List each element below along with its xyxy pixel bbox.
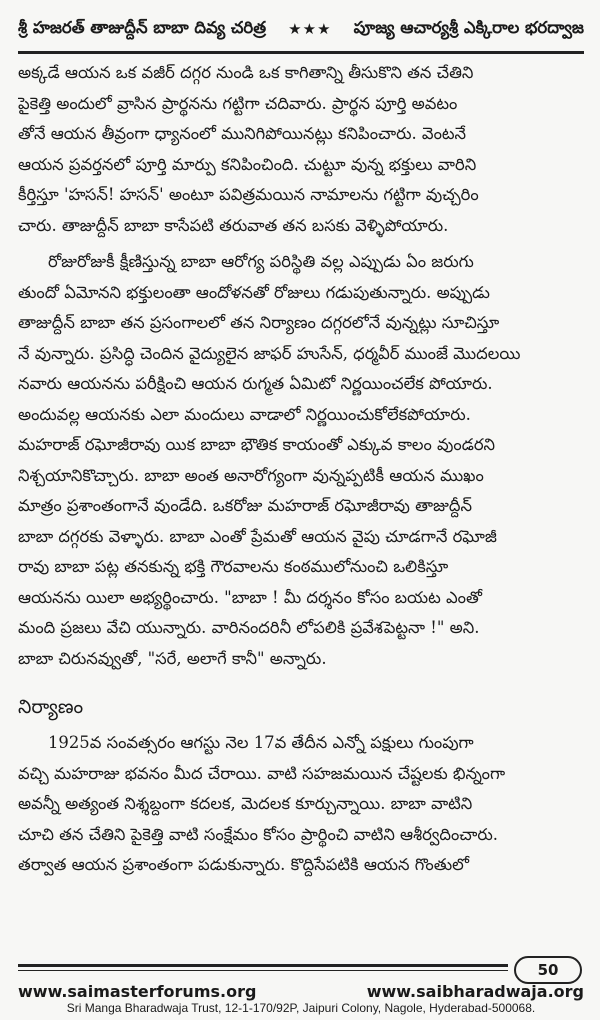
text-line: తర్వాత ఆయన ప్రశాంతంగా పడుకున్నారు. కొద్దిసేపటికి ఆయన గొంతులో bbox=[18, 855, 470, 874]
text-line: 1925వ సంవత్సరం ఆగస్టు నెల 17వ తేదీన ఎన్నో పక్షులు గుంపుగా bbox=[48, 733, 474, 752]
text-line: కీర్తిస్తూ 'హసన్! హసన్' అంటూ పవిత్రమయిన నామాలను గట్టిగా వుచ్చరిం bbox=[18, 185, 479, 204]
paragraph bbox=[18, 247, 588, 674]
trust-address: Sri Manga Bharadwaja Trust, 12-1-170/92P, Jaipuri Colony, Nagole, Hyderabad-500068. bbox=[66, 1001, 536, 1015]
paragraphs bbox=[18, 58, 588, 674]
text-line: ఆయనను యిలా అభ్యర్థించారు. "బాబా ! మీ దర్శనం కోసం బయట ఎంతో bbox=[18, 587, 482, 607]
text-line: అవన్నీ అత్యంత నిశ్శబ్దంగా కదలక, మెదలక కూర్చున్నాయి. బాబా వాటిని bbox=[18, 794, 473, 813]
text-line: వచ్చి మహరాజు భవనం మీద చేరాయి. వాటి సహజమయిన చేష్టలకు భిన్నంగా bbox=[18, 763, 506, 783]
text-line: నే వున్నారు. ప్రసిద్ధి చెందిన వైద్యులైన జాఫర్ హుసేన్, ధర్మవీర్ ముంజే మొదలయి bbox=[18, 343, 521, 363]
link-saimasterforums[interactable]: www.saimasterforums.org bbox=[18, 982, 257, 1001]
text-line: తాజుద్దీన్ బాబా తన ప్రసంగాలలో తన నిర్యాణం దగ్గరలోనే వున్నట్లు సూచిస్తూ bbox=[18, 313, 500, 332]
text-line: చూచి తన చేతిని పైకెత్తి వాటి సంక్షేమం కోసం ప్రార్థించి వాటిని ఆశీర్వదించారు. bbox=[18, 824, 498, 844]
running-header bbox=[18, 10, 584, 48]
text-line: మహరాజ్ రఘోజీరావు యిక బాబా భౌతిక కాయంతో ఎక్కువ కాలం వుండరని bbox=[18, 435, 496, 454]
header-rule bbox=[18, 51, 584, 54]
text-line: చారు. తాజుద్దీన్ బాబా కాసేపటి తరువాత తన బసకు వెళ్ళిపోయారు. bbox=[18, 215, 449, 235]
text-line: అందువల్ల ఆయనకు ఎలా మందులు వాడాలో నిర్ణయించుకోలేకపోయారు. bbox=[18, 404, 471, 424]
text-line: పైకెత్తి అందులో వ్రాసిన ప్రార్థనను గట్టిగా చదివారు. ప్రార్థన పూర్తి అవటం bbox=[18, 93, 458, 113]
text-line: బాబా చిరునవ్వుతో, "సరే, అలాగే కానీ" అన్నారు. bbox=[18, 648, 327, 668]
author-name: పూజ్య ఆచార్యశ్రీ ఎక్కిరాల భరద్వాజ bbox=[353, 17, 584, 37]
page-number: 50 bbox=[514, 956, 582, 984]
footer-rule-thin bbox=[18, 970, 508, 971]
text-line: బాబా దగ్గరకు వెళ్ళారు. బాబా ఎంతో ప్రేమతో ఆయన వైపు చూడగానే రఘోజీ bbox=[18, 526, 497, 546]
section-paragraph bbox=[18, 728, 588, 881]
text-line: రోజురోజుకీ క్షీణిస్తున్న బాబా ఆరోగ్య పరిస్థితి వల్ల ఎప్పుడు ఏం జరుగు bbox=[48, 252, 474, 271]
text-line: మాత్రం ప్రశాంతంగానే వుండేది. ఒకరోజు మహరాజ్ రఘోజీరావు తాజుద్దీన్ bbox=[18, 496, 472, 515]
footer-links bbox=[18, 982, 584, 1001]
text-line: అక్కడే ఆయన ఒక వజీర్ దగ్గర నుండి ఒక కాగితాన్ని తీసుకొని తన చేతిని bbox=[18, 63, 474, 82]
text-line: తుందో ఏమోనని భక్తులంతా ఆందోళనతో రోజులు గడుపుతున్నారు. అప్పుడు bbox=[18, 282, 490, 302]
footer-rule bbox=[18, 964, 508, 967]
text-line: మంది ప్రజలు వేచి యున్నారు. వారినందరినీ లోపలికి ప్రవేశపెట్టనా !" అని. bbox=[18, 618, 480, 637]
section-heading: నిర్యాణం bbox=[18, 696, 84, 718]
paragraph bbox=[18, 58, 588, 241]
text-line: నవారు ఆయనను పరీక్షించి ఆయన రుగ్మత ఏమిటో నిర్ణయించలేక పోయారు. bbox=[18, 374, 493, 393]
book-title: శ్రీ హజరత్ తాజుద్దీన్ బాబా దివ్య చరిత్ర bbox=[18, 17, 267, 37]
text-line: నిశ్చయానికొచ్చారు. బాబా అంత అనారోగ్యంగా వున్నప్పటికీ ఆయన ముఖం bbox=[18, 465, 484, 485]
text-line: తోనే ఆయన తీవ్రంగా ధ్యానంలో మునిగిపోయినట్లు కనిపించారు. వెంటనే bbox=[18, 124, 467, 143]
text-line: ఆయన ప్రవర్తనలో పూర్తి మార్పు కనిపించింది. చుట్టూ వున్న భక్తులు వారిని bbox=[18, 154, 477, 174]
star-ornament: ★★★ bbox=[288, 20, 332, 38]
link-saibharadwaja[interactable]: www.saibharadwaja.org bbox=[366, 982, 584, 1001]
page-body bbox=[18, 58, 588, 887]
text-line: రావు బాబా పట్ల తనకున్న భక్తి గౌరవాలను కంఠములోనుంచి ఒలికిస్తూ bbox=[18, 557, 449, 576]
